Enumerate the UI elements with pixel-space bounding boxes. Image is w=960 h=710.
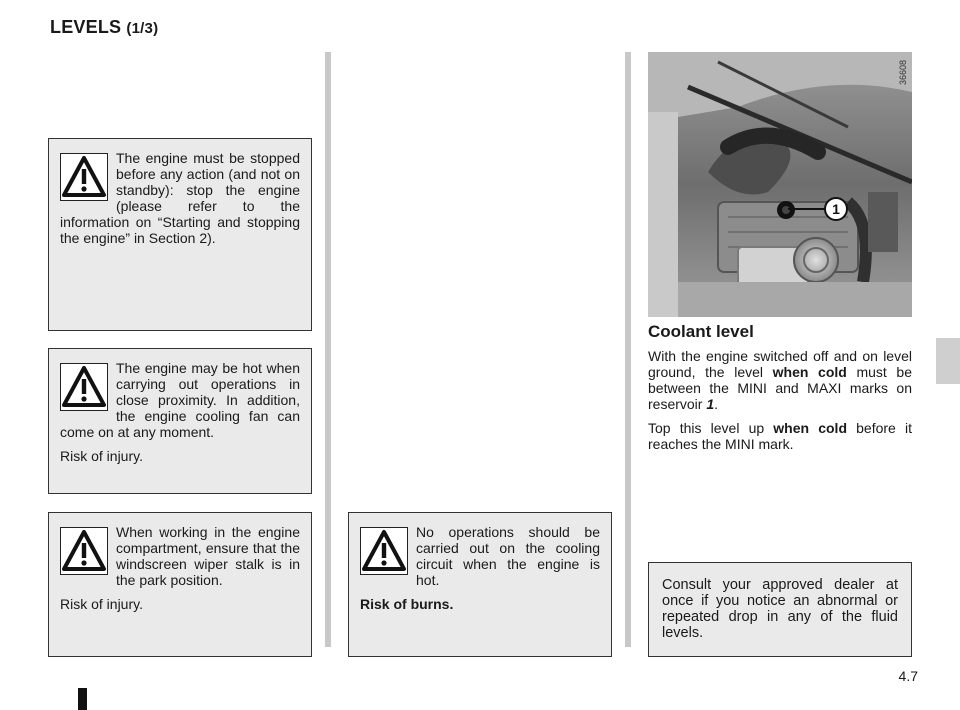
coolant-paragraph-2 [648,420,912,452]
page-title-main: LEVELS [50,17,122,37]
illustration-ref-code: 36608 [898,60,908,86]
warning-text: The engine may be hot when carrying out operations in close proximity. In addition, the engine cooling fan can come on at any moment. [60,360,300,440]
engine-illustration-graphic [648,52,912,317]
warning-risk-text: Risk of injury. [60,596,143,612]
warning-triangle-icon [60,363,108,411]
text-run: must be between the MINI and MAXI marks on reservoir [648,364,912,412]
emphasis-text: when cold [773,420,847,436]
text-run: With the engine switched off and on level ground, the level [648,348,912,380]
callout-label: 1 [832,201,840,217]
column-divider [325,52,331,647]
warning-box-engine-hot [48,348,312,494]
section-side-tab [936,338,960,384]
text-run: Top this level up [648,420,774,436]
warning-risk-text: Risk of injury. [60,448,143,464]
coolant-paragraph-1 [648,348,912,412]
emphasis-text: when cold [772,364,847,380]
warning-box-wiper [48,512,312,657]
crop-mark [78,688,87,710]
reservoir-ref: 1 [706,396,715,412]
engine-compartment-illustration [648,52,912,317]
dealer-note-text: Consult your approved dealer at once if you notice an abnormal or repeated drop in any of the fluid levels. [662,577,898,641]
text-run: before it reaches the MINI mark. [648,420,912,452]
page-title-part: (1/3) [126,20,159,37]
warning-triangle-icon [60,527,108,575]
warning-box-cooling [348,512,612,657]
coolant-level-heading: Coolant level [648,322,754,341]
page-number: 4.7 [898,668,918,684]
warning-text: When working in the engine compartment, ensure that the windscreen wiper stalk is in the park position. [116,524,300,588]
warning-text: The engine must be stopped before any action (and not on standby): stop the engine (please refer to the information on “Starting and stopping the engine” in Section 2). [60,150,300,246]
warning-text: No operations should be carried out on the cooling circuit when the engine is hot. [416,524,600,588]
warning-box-engine-stopped [48,138,312,331]
dealer-note-box [648,562,912,657]
column-divider [625,52,631,647]
warning-triangle-icon [60,153,108,201]
page-title [50,17,158,38]
coolant-level-body [648,348,912,452]
text-run: . [714,396,719,412]
warning-risk-text: Risk of burns. [360,596,454,612]
warning-triangle-icon [360,527,408,575]
